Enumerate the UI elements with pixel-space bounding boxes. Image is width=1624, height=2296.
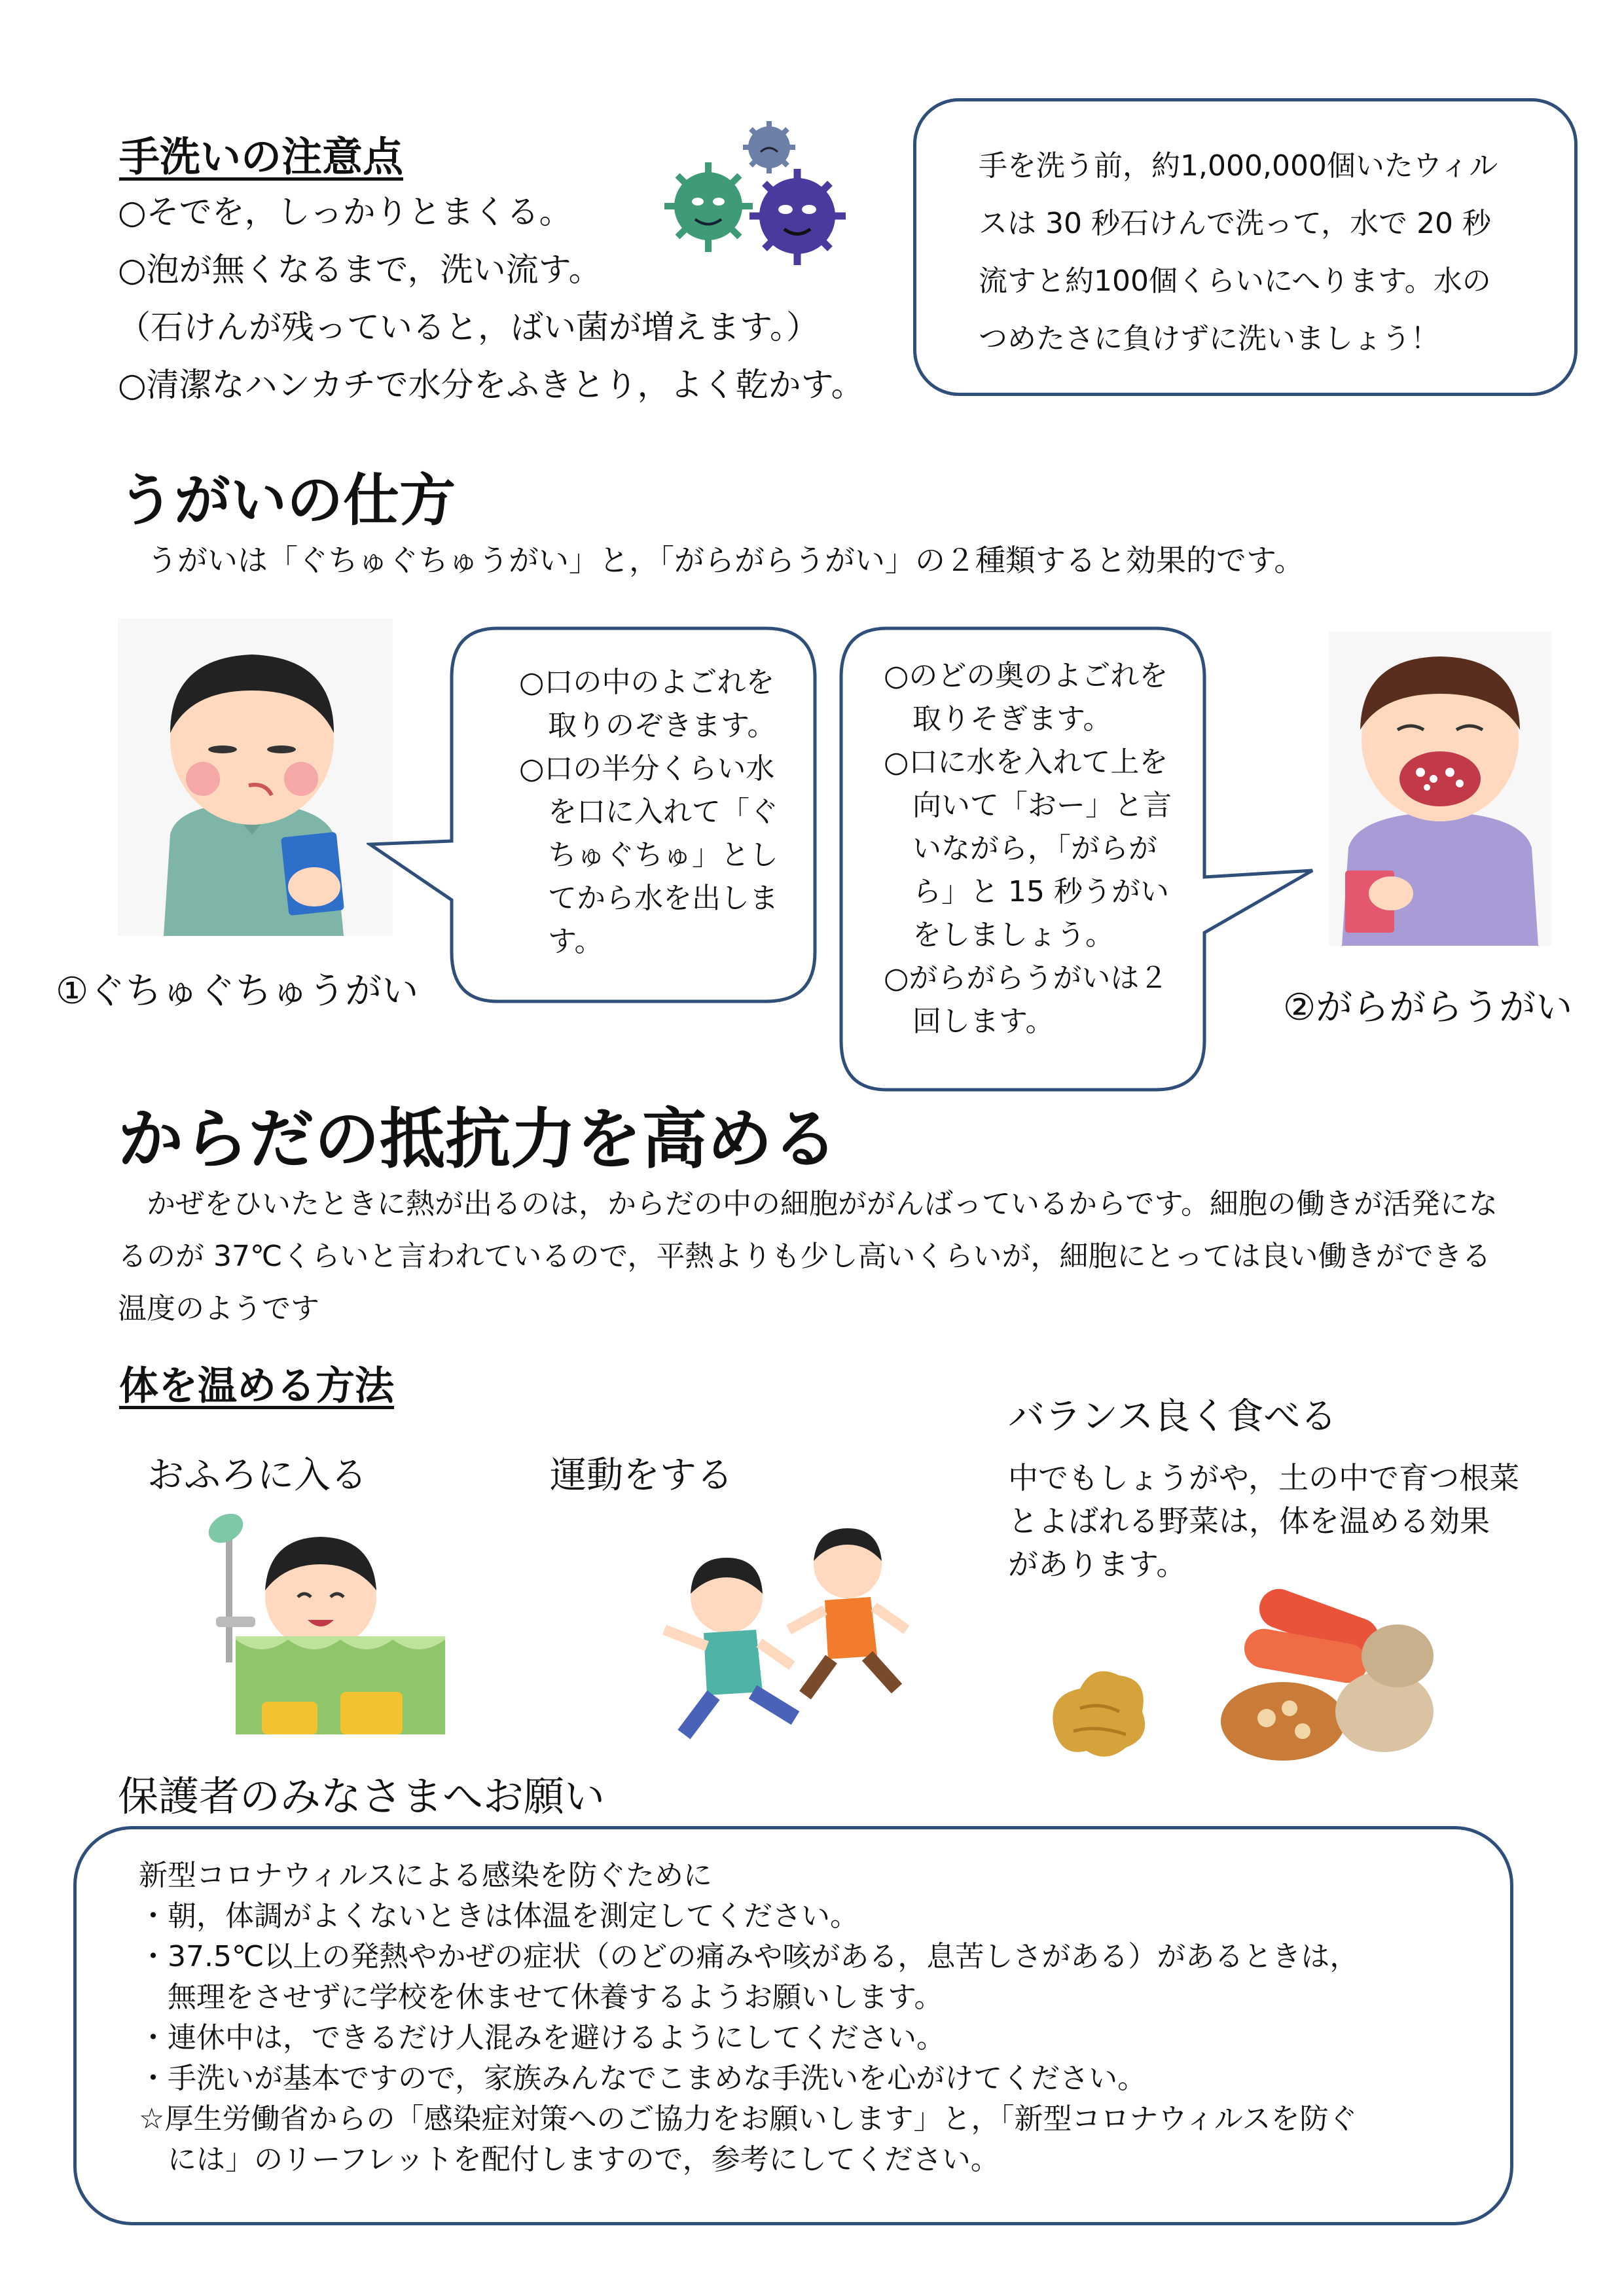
bubble2-line: ○口に水を入れて上を	[884, 745, 1168, 779]
bath-illustration	[190, 1499, 452, 1741]
handwash-point: ○泡が無くなるまで，洗い流す。	[118, 251, 602, 289]
bubble2-line: 向いて「おー」と言	[884, 789, 1172, 822]
notice-line: ・朝，体調がよくないときは体温を測定してください。	[139, 1899, 859, 1933]
virus-illustration	[661, 118, 851, 268]
gargle-label-2: ②がらがらうがい	[1283, 986, 1573, 1029]
speech-bubble-1	[367, 625, 818, 1005]
bubble1-line: 取りのぞきます。	[519, 709, 776, 742]
bubble1-line: ○口の半分くらい水	[519, 752, 775, 785]
root-vegetables-illustration	[1218, 1577, 1440, 1774]
bubble2-line: ○がらがらうがいは２	[884, 961, 1168, 995]
bubble2-line: 取りそぎます。	[884, 702, 1112, 736]
resistance-line: るのが 37℃くらいと言われているので，平熱よりも少し高いくらいが，細胞にとっては良い働きができる	[118, 1240, 1491, 1273]
notice-line: ☆厚生労働省からの「感染症対策へのご協力をお願いします」と，「新型コロナウィルスを防ぐ	[139, 2102, 1358, 2136]
bubble2-line: 回します。	[884, 1005, 1055, 1038]
bubble2-line: をしましょう。	[884, 918, 1114, 952]
notice-line: 新型コロナウィルスによる感染を防ぐために	[139, 1859, 713, 1892]
bubble2-line: ○のどの奥のよごれを	[884, 659, 1168, 692]
bubble1-line: を口に入れて「ぐ	[519, 795, 778, 829]
parents-notice-box	[73, 1826, 1513, 2225]
balance-line: とよばれる野菜は，体を温める効果	[1008, 1503, 1490, 1539]
handwash-point: ○清潔なハンカチで水分をふきとり，よく乾かす。	[118, 366, 864, 404]
notice-line: ・手洗いが基本ですので，家族みんなでこまめな手洗いを心がけてください。	[139, 2062, 1147, 2095]
bubble1-line: す。	[519, 925, 604, 958]
speech-bubble-2	[838, 625, 1316, 1093]
notice-line: には」のリーフレットを配付しますので，参考にしてください。	[139, 2143, 1000, 2176]
gargle-label-1: ①ぐちゅぐちゅうがい	[56, 970, 419, 1013]
bubble2-line: いながら，「がらが	[884, 832, 1157, 865]
resistance-title: からだの抵抗力を高める	[118, 1101, 838, 1177]
gargle-title: うがいの仕方	[118, 468, 456, 533]
resistance-paragraph	[118, 1178, 1498, 1335]
info-line: スは 30 秒石けんで洗って，水で 20 秒	[979, 207, 1492, 240]
gargle-intro: うがいは「ぐちゅぐちゅうがい」と，「がらがらうがい」の２種類すると効果的です。	[147, 543, 1305, 578]
notice-line: 無理をさせずに学校を休ませて休養するようお願いします。	[139, 1981, 943, 2014]
info-line: 流すと約100個くらいにへります。水の	[979, 264, 1491, 298]
boy-gargling-illustration	[118, 619, 393, 936]
boy-gargling-up-illustration	[1329, 632, 1551, 946]
handwash-info-box	[913, 98, 1578, 396]
balance-line: があります。	[1008, 1547, 1187, 1582]
bubble2-line: ら」と 15 秒うがい	[884, 875, 1169, 908]
handwash-title: 手洗いの注意点	[119, 133, 404, 181]
warm-title: 体を温める方法	[119, 1363, 394, 1409]
ginger-illustration	[1034, 1649, 1165, 1767]
warm-exercise-label: 運動をする	[550, 1454, 733, 1497]
bubble1-line: ○口の中のよごれを	[519, 666, 775, 699]
notice-line: ・37.5℃以上の発熱やかぜの症状（のどの痛みや咳がある，息苦しさがある）があるときは，	[139, 1940, 1359, 1973]
warm-balance-text	[1008, 1456, 1519, 1586]
info-line: 手を洗う前，約1,000,000個いたウィル	[979, 149, 1498, 183]
running-kids-illustration	[641, 1525, 929, 1741]
bubble1-line: てから水を出しま	[519, 882, 778, 915]
resistance-line: 温度のようです	[118, 1292, 319, 1325]
balance-line: 中でもしょうがや，土の中で育つ根菜	[1008, 1460, 1520, 1496]
handwash-point: ○そでを，しっかりとまくる。	[118, 193, 572, 231]
handwash-point: （石けんが残っていると，ばい菌が増えます。）	[118, 308, 819, 346]
parents-title: 保護者のみなさまへお願い	[118, 1772, 605, 1820]
resistance-line: かぜをひいたときに熱が出るのは，からだの中の細胞ががんばっているからです。細胞の働きが活発にな	[118, 1187, 1498, 1221]
info-line: つめたさに負けずに洗いましょう！	[979, 322, 1439, 355]
warm-balance-title: バランス良く食べる	[1008, 1395, 1337, 1438]
warm-bath-label: おふろに入る	[147, 1454, 367, 1497]
notice-line: ・連休中は，できるだけ人混みを避けるようにしてください。	[139, 2021, 945, 2054]
bubble1-line: ちゅぐちゅ」とし	[519, 838, 778, 872]
